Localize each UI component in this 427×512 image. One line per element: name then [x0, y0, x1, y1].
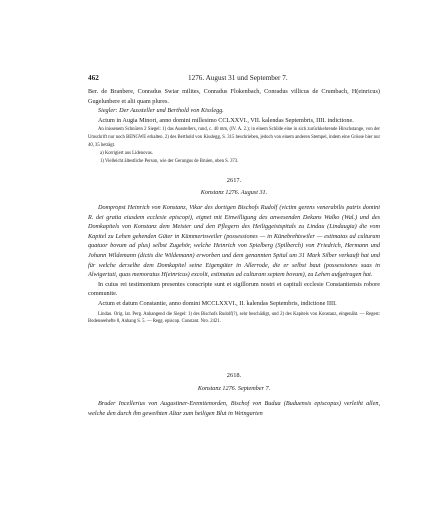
- archival-note: Lindau. Orig. lat. Perg. Anhangend die Siegel: 1) des Bischofs Rudolf(?), sehr beschädigt, und 2) des Kapitels von Konstanz, eingenäht. — Regest: Bodenseehefte 8, Anhang S. 5. — Regg. episcop. Constant. Nro. 2421.: [88, 311, 380, 325]
- siegler-line: Siegler: Der Aussteller und Berthold von Kisslegg.: [98, 107, 224, 115]
- regest-body: Bruder Incellerius von Augustiner-Eremitenorden, Bischof von Budua (Buduensis episcopus) verleiht allen, welche den durch ihn geweihten Altar zum heiligen Blut in Weingarten: [88, 400, 380, 417]
- actum-clause: Actum et datum Constantie, anno domini MCCLXXVI., II. kalendas Septembris, indictione IIII.: [98, 299, 337, 307]
- place-date: Konstanz 1276. September 7.: [197, 385, 271, 392]
- document-2617: [88, 176, 380, 326]
- witness-clause: In cuius rei testimonium presentes conscripte sunt et sigillorum nostri et capituli ecclesie Constantiensis robore communite.: [88, 280, 380, 298]
- document-2618: [88, 371, 380, 418]
- running-title: 1276. August 31 und September 7.: [188, 74, 288, 82]
- witness-text: Ber. de Branbere, Conradus Swiar milites, Conradus Flokenbach, Conradus villicus de Crumbach, H(einricus) Gugelunbere et alii quam plures.: [88, 88, 380, 105]
- document-number: 2617.: [226, 177, 242, 184]
- previous-document-tail: [88, 87, 380, 165]
- archival-note: An inissenem Schnüren 2 Siegel: 1) das Ausstellers, rund, c. 40 mm, (IV. A. 2.); in einem Schilde eine in sich zurückkehrende Hirschstange, von der Umschrift nur noch BENGWE erhalten. 2) des Berthold von Kisslegg, S. 315 beschrieben, jedoch von einem anderen Stempel, indem eine Grösse hier nur 40, 35 beträgt.: [88, 127, 380, 148]
- regest-body: Dompropst Heinrich von Konstanz, Vikar des dortigen Bischofs Rudolf (victim gerens venerabilis patris domini R. dei gratia eiusdem ecclesie episcopi), eignet mit Einwilligung des anwesenden Dekans Walko (Wal.) und des Domkapitels von Konstanz dem Meister und den Pflegern des Heiliggeistspitals zu Lindau (Lindaugia) die vom Kapitel zu Lehen gehenden Güter in Kümmertsweiler (possessiones — in Künebrehtswiler — estimatas ad culturam quatuor bovum ad plus) selbst Zugehör, welche Heinrich von Spielberg (Spilberch) von Friedrich, Hermann und Johann Wildemann (dictis die Wildemann) erworben und dem genannten Spital um 31 Mark Silber verkauft hat und für welche derselbe dem Domkapitel seine Eigengüter in Allerrode, die er selbst baut (possessiones suas in Alwigeriuti, quas memoratus H(einricus) excolit, estimatas ad culturam septem bovum), zu Lehen aufgetragen hat.: [88, 204, 380, 279]
- footnote-1: 1) Vielleicht ältestliche Person, wie der Gerungus de Bruien, oben S. 373.: [100, 158, 239, 164]
- running-header: [88, 74, 380, 83]
- place-date: Konstanz 1276. August 31.: [200, 189, 268, 196]
- actum-line: Actum in Augia Minori, anno domini millesimo CCLXXVI., VII. kalendas Septembris, IIII. indictione.: [98, 116, 354, 124]
- document-number: 2618.: [226, 372, 242, 379]
- page-number: 462: [88, 74, 99, 82]
- footnote-a: a) Korrigiert aus Lidenovas.: [100, 151, 153, 157]
